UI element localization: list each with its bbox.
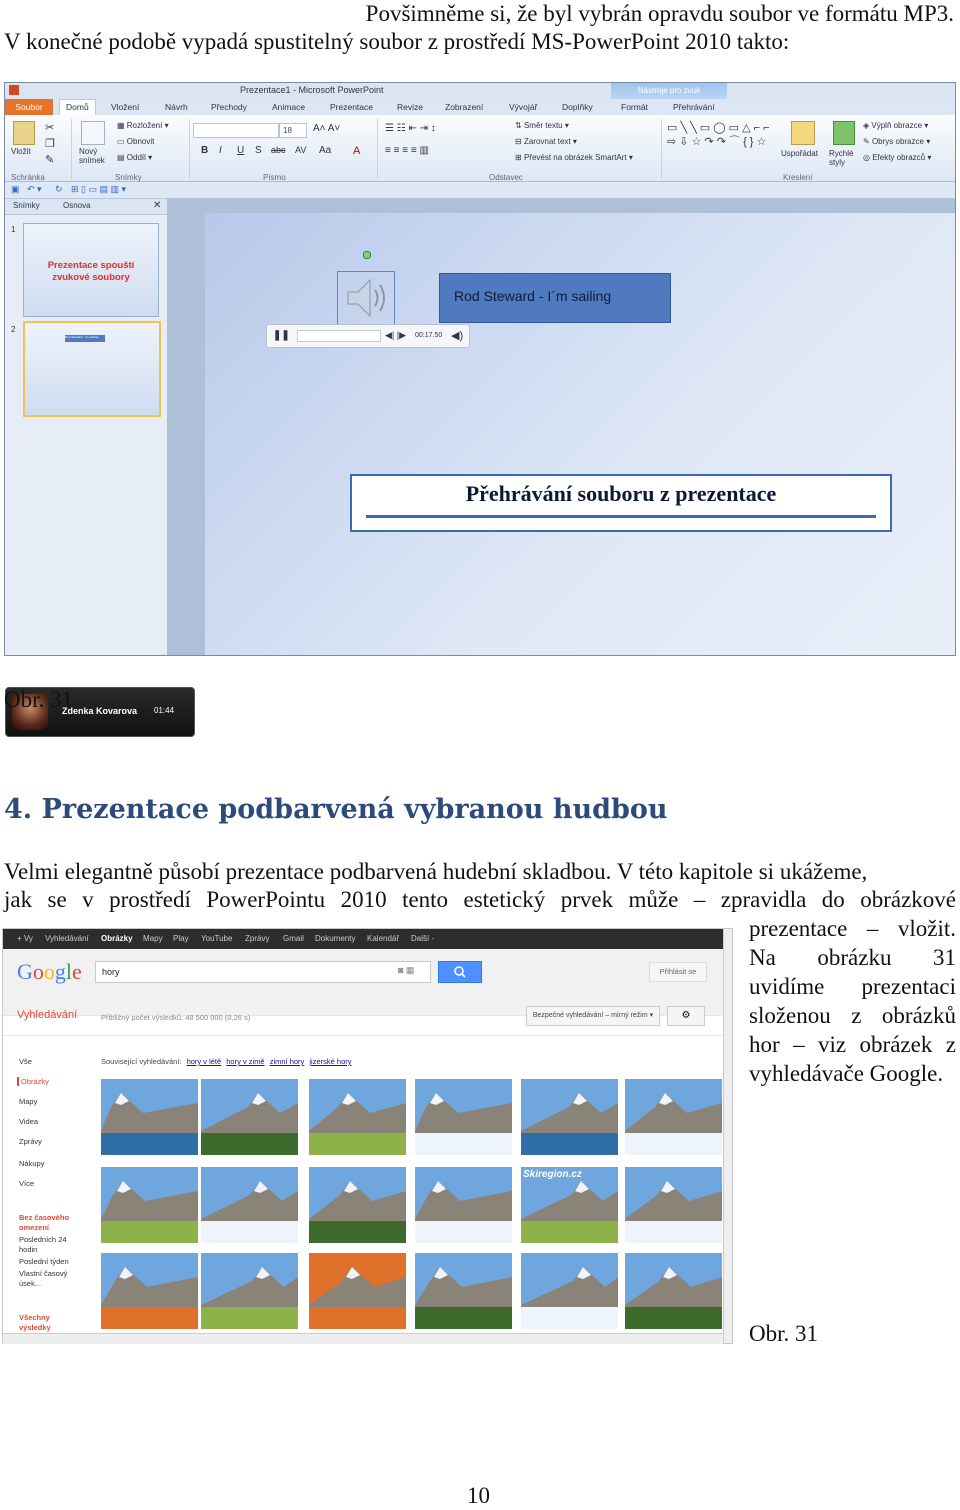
grow-font-icon[interactable]: A˄ A˅ [313, 123, 341, 134]
related-link[interactable]: hory v létě [186, 1057, 222, 1066]
side-link-zpravy[interactable]: Zprávy [19, 1137, 42, 1146]
logo-letter: o [32, 959, 44, 984]
gbar-item[interactable]: Zprávy [245, 934, 270, 943]
image-result-thumbnail[interactable] [309, 1167, 406, 1243]
slide-thumbnail-1[interactable] [23, 223, 159, 317]
paste-icon[interactable] [13, 121, 35, 145]
speaker-icon [338, 272, 394, 324]
time-filter-week[interactable]: Poslední týden [19, 1257, 69, 1266]
slide-number: 1 [11, 225, 16, 234]
font-size-select[interactable]: 18 [279, 123, 307, 138]
search-icon [439, 962, 481, 982]
image-result-thumbnail[interactable] [201, 1079, 298, 1155]
caption-obr-2: Obr. 31 [749, 1321, 818, 1346]
image-result-thumbnail[interactable] [415, 1167, 512, 1243]
side-text-line: hor – viz obrázek z [749, 1032, 956, 1057]
new-slide-button-label[interactable]: Nový snímek [79, 147, 105, 165]
side-text-line: vyhledávače Google. [749, 1061, 944, 1086]
tab-vlozeni[interactable]: Vložení [111, 102, 140, 112]
arrange-button-label[interactable]: Uspořádat [781, 149, 818, 158]
shape-effects-label: Efekty obrazců [872, 153, 926, 162]
tab-format[interactable]: Formát [621, 102, 648, 112]
powerpoint-logo-icon [9, 85, 19, 95]
progress-track[interactable] [297, 330, 381, 342]
mountain-photo [201, 1253, 298, 1329]
mountain-photo [521, 1253, 618, 1329]
image-result-thumbnail[interactable] [415, 1079, 512, 1155]
presenter-name: Zdenka Kovarova [62, 706, 138, 716]
related-link[interactable]: jizerské hory [309, 1057, 352, 1066]
mountain-photo [309, 1079, 406, 1155]
related-label: Související vyhledávání: [101, 1057, 182, 1066]
group-schranka: Schránka [11, 173, 45, 182]
mountain-photo [201, 1079, 298, 1155]
audio-player [266, 324, 470, 348]
quick-tools-icon[interactable]: ⊞ ▯ ▭ ▤ ▥ ▾ [71, 184, 127, 194]
shape-fill-button[interactable]: ◈ Výplň obrazce ▾ [863, 121, 929, 130]
thumb1-title: Prezentace spouští zvukové soubory [47, 260, 135, 283]
image-result-thumbnail[interactable] [521, 1079, 618, 1155]
format-painter-icon[interactable]: ✎ [45, 154, 55, 166]
tab-navrh[interactable]: Návrh [165, 102, 188, 112]
intro-line-1: Povšimněme si, že byl vybrán opravdu soubor ve formátu MP3. [365, 1, 954, 26]
tab-zobrazeni[interactable]: Zobrazení [445, 102, 484, 112]
undo-icon[interactable]: ↶ ▾ [27, 184, 42, 194]
reset-button[interactable]: ▭ Obnovit [117, 137, 155, 146]
image-result-thumbnail[interactable] [625, 1253, 722, 1329]
google-images-screenshot [2, 928, 733, 1344]
side-link-vice[interactable]: Více [19, 1179, 35, 1188]
mountain-photo [625, 1253, 722, 1329]
paragraph-line-2: jak se v prostředí PowerPointu 2010 tento estetický prvek může – zpravidla do obrázkové [4, 887, 956, 912]
shapes-gallery-icon[interactable]: ▭ ╲ ╲ ▭ ◯ ▭ △ ⌐ ⌐ ⇨ ⇩ ☆ ↷ ↷ ⌒ { } ☆ [667, 122, 770, 148]
ppt-titlebar [5, 83, 955, 99]
volume-icon[interactable]: ◀) [451, 330, 464, 342]
smartart-button[interactable]: ⊞ Převést na obrázek SmartArt ▾ [515, 153, 633, 162]
ribbon-separator [377, 119, 378, 179]
tab-doplnky[interactable]: Doplňky [562, 102, 593, 112]
slide-audio-label [439, 273, 671, 323]
horizontal-scrollbar[interactable] [3, 1333, 723, 1344]
search-button[interactable] [438, 961, 482, 983]
font-name-select[interactable] [193, 123, 279, 138]
page-number: 10 [467, 1483, 490, 1508]
arrange-icon[interactable] [791, 121, 815, 145]
paragraph-line-1: Velmi elegantně působí prezentace podbarvená hudební skladbou. V této kapitole si ukážeme, [4, 859, 868, 884]
safe-search-label: Bezpečné vyhledávání – mírný režim [532, 1012, 648, 1019]
slide-title-box [350, 474, 892, 532]
ppt-ribbon-tabs [5, 99, 955, 115]
rotate-handle[interactable] [363, 251, 371, 259]
shape-outline-button[interactable]: ✎ Obrys obrazce ▾ [863, 137, 931, 146]
mountain-photo [201, 1167, 298, 1243]
image-result-thumbnail[interactable] [309, 1253, 406, 1329]
image-result-thumbnail[interactable] [309, 1079, 406, 1155]
close-icon[interactable]: ✕ [153, 200, 162, 211]
quick-styles-icon[interactable] [833, 121, 855, 145]
tab-prezentace[interactable]: Prezentace [330, 102, 373, 112]
camera-icon[interactable]: ◙ ▦ [398, 965, 415, 975]
video-time: 01:44 [154, 706, 175, 715]
italic-icon[interactable]: I [219, 145, 222, 156]
side-link-videa[interactable]: Videa [19, 1117, 39, 1126]
mountain-photo [415, 1167, 512, 1243]
font-color-icon[interactable]: A [353, 145, 361, 157]
skip-icon[interactable]: ◀| |▶ [385, 330, 407, 340]
group-odstavec: Odstavec [489, 173, 523, 182]
related-searches [101, 1057, 352, 1066]
slide-title-underline [366, 515, 876, 518]
ppt-context-tab-label: Nástroje pro zvuk [637, 86, 701, 95]
tab-snimky[interactable]: Snímky [13, 201, 40, 210]
bold-icon[interactable]: B [201, 145, 209, 156]
redo-icon[interactable]: ↻ [55, 184, 63, 194]
pause-icon[interactable]: ❚❚ [273, 330, 290, 341]
mountain-photo [309, 1167, 406, 1243]
gbar-item[interactable]: Vyhledávání [45, 934, 89, 943]
gbar-item[interactable]: Kalendář [367, 934, 400, 943]
result-count: Přibližný počet výsledků: 48 500 000 (0,26 s) [101, 1013, 251, 1022]
gbar-item[interactable]: + Vy [17, 934, 33, 943]
align-icon[interactable]: ≡ ≡ ≡ ≡ ▥ [385, 145, 429, 156]
mountain-photo [309, 1253, 406, 1329]
group-pismo: Písmo [263, 173, 286, 182]
align-text-button[interactable]: ⊟ Zarovnat text ▾ [515, 137, 577, 146]
caption-obr-1: Obr. 31 [4, 687, 73, 712]
shape-outline-label: Obrys obrazce [871, 137, 924, 146]
intro-line-2: V konečné podobě vypadá spustitelný soubor z prostředí MS-PowerPoint 2010 takto: [4, 29, 790, 54]
copy-icon[interactable]: ❐ [45, 138, 55, 150]
image-result-thumbnail[interactable] [415, 1253, 512, 1329]
thumb2-label: Rod Steward - I'm sailing [65, 335, 105, 342]
section-heading: 4. Prezentace podbarvená vybranou hudbou [4, 794, 668, 825]
image-result-thumbnail[interactable] [101, 1253, 198, 1329]
time-filter-24h[interactable]: Posledních 24 hodin [19, 1235, 67, 1254]
logo-letter: o [43, 959, 55, 984]
logo-letter: l [65, 959, 73, 984]
player-time: 00:17.50 [415, 332, 443, 339]
mountain-photo [101, 1079, 198, 1155]
logo-letter: g [54, 959, 66, 984]
image-result-thumbnail[interactable] [625, 1079, 722, 1155]
divider [3, 1035, 725, 1036]
tab-revize[interactable]: Revize [397, 102, 423, 112]
char-spacing-icon[interactable]: AV [295, 145, 307, 155]
search-input[interactable]: hory [95, 961, 431, 983]
gbar-item[interactable]: YouTube [201, 934, 233, 943]
slide-number: 2 [11, 325, 16, 334]
tab-domu[interactable]: Domů [59, 99, 96, 115]
related-link[interactable]: zimní hory [269, 1057, 305, 1066]
gbar-item[interactable]: Play [173, 934, 189, 943]
image-result-thumbnail[interactable] [201, 1167, 298, 1243]
side-link-mapy[interactable]: Mapy [19, 1097, 38, 1106]
change-case-icon[interactable]: Aa [319, 145, 332, 156]
layout-label: Rozložení [126, 121, 163, 130]
tab-prehravani[interactable]: Přehrávání [673, 102, 715, 112]
gbar-item[interactable]: Dokumenty [315, 934, 356, 943]
new-slide-icon[interactable] [81, 121, 105, 145]
image-watermark: Skiregion.cz [523, 1169, 582, 1180]
image-result-thumbnail[interactable] [625, 1167, 722, 1243]
cut-icon[interactable]: ✂ [45, 122, 55, 134]
shadow-icon[interactable]: S [255, 145, 262, 156]
logo-letter: e [72, 959, 82, 984]
ppt-ribbon [5, 115, 955, 182]
tab-soubor[interactable]: Soubor [5, 99, 53, 115]
text-direction-button[interactable]: ⇅ Směr textu ▾ [515, 121, 569, 130]
section-label: Oddíl [126, 153, 146, 162]
mountain-photo [625, 1167, 722, 1243]
reset-label: Obnovit [126, 137, 155, 146]
mountain-photo [415, 1079, 512, 1155]
ppt-window-title: Prezentace1 - Microsoft PowerPoint [240, 85, 384, 95]
strikethrough-icon[interactable]: abc [271, 145, 286, 155]
gbar-item[interactable]: Další - [411, 934, 435, 943]
ribbon-separator [71, 119, 72, 179]
image-result-thumbnail[interactable] [101, 1079, 198, 1155]
search-section-title: Vyhledávání [17, 1009, 78, 1021]
logo-letter: G [17, 959, 33, 984]
text-direction-label: Směr textu [523, 121, 563, 130]
side-text-line: Na obrázku 31 [749, 945, 956, 970]
side-link-vse[interactable]: Vše [19, 1057, 32, 1066]
group-kresleni: Kreslení [783, 173, 813, 182]
google-top-bar [3, 929, 725, 949]
smartart-label: Převést na obrázek SmartArt [523, 153, 627, 162]
mountain-photo [101, 1253, 198, 1329]
save-icon[interactable]: ▣ [11, 184, 20, 194]
section-button[interactable]: ▤ Oddíl ▾ [117, 153, 153, 162]
side-link-nakupy[interactable]: Nákupy [19, 1159, 45, 1168]
side-text-line: uvidíme prezentaci [749, 974, 956, 999]
related-link[interactable]: hory v zimě [226, 1057, 265, 1066]
underline-icon[interactable]: U [237, 145, 245, 156]
layout-button[interactable]: ▦ Rozložení ▾ [117, 121, 169, 130]
mountain-photo [625, 1079, 722, 1155]
time-filter-any[interactable]: Bez časového omezení [19, 1213, 70, 1232]
tab-osnova[interactable]: Osnova [63, 201, 91, 210]
side-link-obrazky[interactable]: Obrázky [17, 1077, 49, 1086]
gbar-item[interactable]: Mapy [143, 934, 163, 943]
image-result-thumbnail[interactable] [201, 1253, 298, 1329]
group-snimky: Snímky [115, 173, 142, 182]
time-filter-custom[interactable]: Vlastní časový úsek... [19, 1269, 68, 1288]
tab-prechody[interactable]: Přechody [211, 102, 247, 112]
tab-vyvojar[interactable]: Vývojář [509, 102, 538, 112]
gear-icon[interactable]: ⚙ [667, 1006, 705, 1026]
login-button[interactable]: Přihlásit se [649, 962, 707, 982]
slide-thumbnail-2[interactable] [23, 321, 161, 417]
align-text-label: Zarovnat text [523, 137, 571, 146]
shape-fill-label: Výplň obrazce [871, 121, 923, 130]
paste-button-label[interactable]: Vložit [11, 147, 31, 156]
quick-access-toolbar [5, 182, 955, 199]
safe-search-dropdown[interactable]: Bezpečné vyhledávání – mírný režim ▾ [526, 1006, 660, 1026]
bullets-icon[interactable]: ☰ ☷ ⇤ ⇥ ↕ [385, 123, 436, 134]
vertical-scrollbar[interactable] [723, 929, 732, 1343]
gbar-item-active[interactable]: Obrázky [101, 934, 133, 943]
slides-panel-tabs [5, 199, 167, 215]
shape-effects-button[interactable]: ◎ Efekty obrazců ▾ [863, 153, 932, 162]
ribbon-separator [661, 119, 662, 179]
mountain-photo [521, 1079, 618, 1155]
side-text-line: složenou z obrázků [749, 1003, 956, 1028]
slide-title: Přehrávání souboru z prezentace [465, 481, 777, 506]
mountain-photo [101, 1167, 198, 1243]
side-text-line: prezentace – vložit. [749, 916, 956, 941]
quick-styles-button-label[interactable]: Rychlé styly [829, 149, 854, 167]
audio-selection[interactable] [337, 271, 395, 325]
image-result-thumbnail[interactable] [101, 1167, 198, 1243]
image-result-thumbnail[interactable] [521, 1253, 618, 1329]
mountain-photo [415, 1253, 512, 1329]
gbar-item[interactable]: Gmail [283, 934, 304, 943]
ribbon-separator [189, 119, 190, 179]
slide-audio-label-text: Rod Steward - I´m sailing [454, 288, 612, 304]
all-results-link[interactable]: Všechny výsledky [19, 1313, 51, 1332]
google-logo[interactable] [17, 959, 82, 985]
tab-animace[interactable]: Animace [272, 102, 306, 112]
